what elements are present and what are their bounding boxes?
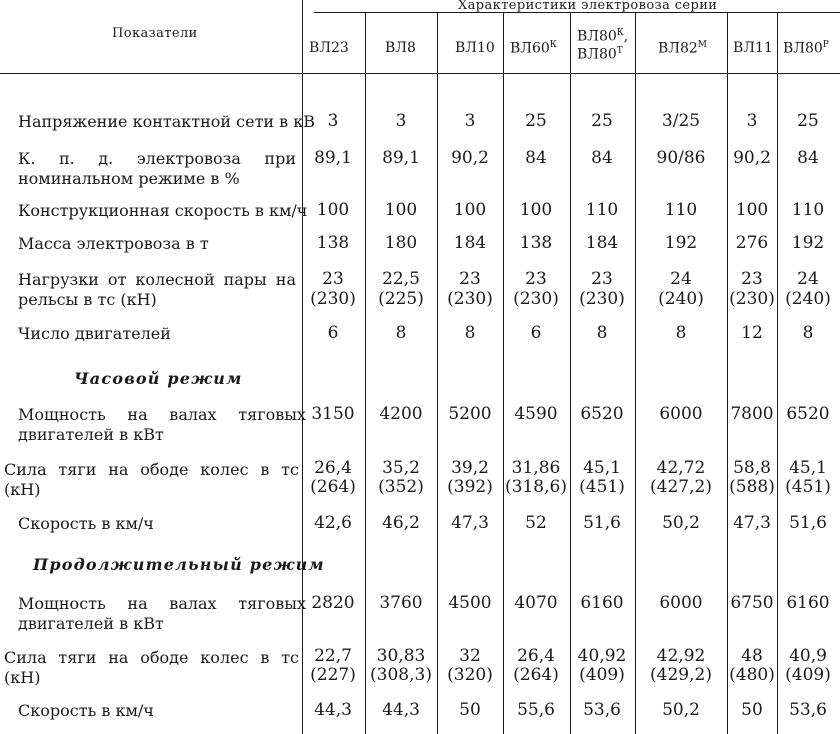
- cell-value: 8: [802, 323, 814, 343]
- cell-value: 44,3: [314, 700, 352, 720]
- cell-value: 4590: [514, 404, 558, 424]
- cell-value: 100: [453, 200, 487, 220]
- row-label-axle-load: Нагрузки от колесной пары на рельсы в тс (кН): [18, 270, 296, 309]
- cell-value: 51,6: [583, 513, 621, 533]
- cell-value: 26,4: [314, 458, 352, 478]
- cell-value: 6000: [659, 593, 703, 613]
- cell-value: 40,9: [789, 646, 827, 666]
- row-label-mass: Масса электровоза в т: [18, 234, 209, 253]
- cell-value-kn: (429,2): [650, 665, 712, 685]
- cell-value-kn: (451): [579, 477, 625, 497]
- cell-value: 192: [664, 233, 698, 253]
- cell-value: 42,72: [656, 458, 706, 478]
- cell-value: 100: [735, 200, 769, 220]
- cell-value-kn: (308,3): [370, 665, 432, 685]
- row-label-motors: Число двигателей: [18, 324, 171, 343]
- cell-value-kn: (392): [447, 477, 493, 497]
- cell-value: 4200: [379, 404, 423, 424]
- cell-value: 52: [525, 513, 547, 533]
- cell-value: 3: [464, 111, 476, 131]
- cell-value-kn: (427,2): [650, 477, 712, 497]
- cell-value: 100: [384, 200, 418, 220]
- cell-value: 47,3: [733, 513, 771, 533]
- cell-value: 24: [670, 269, 692, 289]
- cell-value: 89,1: [314, 148, 352, 168]
- cell-value: 2820: [311, 593, 355, 613]
- series-header-vl80r: $ВЛ80^Р$: [783, 40, 829, 57]
- cell-value: 84: [525, 148, 547, 168]
- cell-value-kn: (480): [729, 665, 775, 685]
- cell-value: 5200: [448, 404, 492, 424]
- cell-value: 23: [741, 269, 763, 289]
- cell-value: 3/25: [661, 111, 701, 131]
- cell-value: 25: [591, 111, 613, 131]
- cell-value: 51,6: [789, 513, 827, 533]
- section-continuous-title: Продолжительный режим: [33, 555, 325, 574]
- cell-value: 24: [797, 269, 819, 289]
- cell-value: 3: [327, 111, 339, 131]
- cell-value: 6750: [730, 593, 774, 613]
- cell-value-kn: (227): [310, 665, 356, 685]
- row-label-efficiency: К. п. д. электровоза при номинальном режиме в %: [18, 149, 296, 188]
- row-label-continuous-traction: Сила тяги на ободе колес в тс (кН): [4, 648, 299, 687]
- cell-value-kn: (230): [513, 289, 559, 309]
- cell-value: 39,2: [451, 458, 489, 478]
- cell-value: 23: [591, 269, 613, 289]
- series-header-vl8: ВЛ8: [385, 40, 416, 56]
- cell-value: 3: [395, 111, 407, 131]
- cell-value: 4070: [514, 593, 558, 613]
- cell-value: 84: [797, 148, 819, 168]
- cell-value: 6: [327, 323, 339, 343]
- cell-value: 12: [741, 323, 763, 343]
- cell-value: 6: [530, 323, 542, 343]
- cell-value-kn: (588): [729, 477, 775, 497]
- row-label-voltage: Напряжение контактной сети в кВ: [18, 112, 316, 131]
- cell-value: 48: [741, 646, 763, 666]
- cell-value-kn: (264): [310, 477, 356, 497]
- cell-value: 23: [322, 269, 344, 289]
- cell-value: 138: [519, 233, 553, 253]
- cell-value: 32: [459, 646, 481, 666]
- cell-value: 192: [791, 233, 825, 253]
- cell-value: 3: [746, 111, 758, 131]
- cell-value: 110: [664, 200, 698, 220]
- section-hourly-title: Часовой режим: [74, 369, 243, 388]
- cell-value-kn: (230): [447, 289, 493, 309]
- series-header-vl82m: $ВЛ82^М$: [658, 40, 708, 57]
- cell-value-kn: (230): [579, 289, 625, 309]
- cell-value: 6160: [786, 593, 830, 613]
- cell-value: 110: [585, 200, 619, 220]
- cell-value-kn: (225): [378, 289, 424, 309]
- series-header-vl80t: $ВЛ80^Т$: [577, 46, 623, 63]
- cell-value: 22,5: [382, 269, 420, 289]
- cell-value: 276: [735, 233, 769, 253]
- cell-value: 3760: [379, 593, 423, 613]
- cell-value: 3150: [311, 404, 355, 424]
- series-header-vl80k: $ВЛ80^К$,: [577, 28, 629, 45]
- series-header-vl60k: $ВЛ60^К$: [510, 40, 557, 57]
- cell-value: 184: [585, 233, 619, 253]
- cell-value: 100: [519, 200, 553, 220]
- cell-value-kn: (318,6): [505, 477, 567, 497]
- cell-value: 8: [464, 323, 476, 343]
- cell-value: 8: [395, 323, 407, 343]
- cell-value: 6000: [659, 404, 703, 424]
- series-header-vl10: ВЛ10: [455, 40, 495, 56]
- series-header-vl11: ВЛ11: [733, 40, 773, 56]
- cell-value-kn: (240): [785, 289, 831, 309]
- row-label-continuous-power: Мощность на валах тяговых двигателей в кВт: [18, 594, 306, 633]
- row-label-hourly-traction: Сила тяги на ободе колес в тс (кН): [4, 460, 299, 499]
- cell-value: 53,6: [583, 700, 621, 720]
- row-label-design-speed: Конструкционная скорость в км/ч: [18, 201, 308, 220]
- series-header-vl23: ВЛ23: [309, 40, 349, 56]
- cell-value-kn: (352): [378, 477, 424, 497]
- cell-value: 26,4: [517, 646, 555, 666]
- cell-value: 90,2: [451, 148, 489, 168]
- cell-value: 45,1: [583, 458, 621, 478]
- indicators-header: Показатели: [112, 26, 198, 41]
- cell-value: 8: [596, 323, 608, 343]
- cell-value: 55,6: [517, 700, 555, 720]
- cell-value-kn: (264): [513, 665, 559, 685]
- cell-value-kn: (230): [729, 289, 775, 309]
- cell-value: 6520: [786, 404, 830, 424]
- cell-value: 84: [591, 148, 613, 168]
- cell-value: 42,92: [656, 646, 706, 666]
- cell-value: 6520: [580, 404, 624, 424]
- cell-value: 138: [316, 233, 350, 253]
- cell-value-kn: (409): [579, 665, 625, 685]
- cell-value: 90,2: [733, 148, 771, 168]
- cell-value: 23: [459, 269, 481, 289]
- cell-value-kn: (409): [785, 665, 831, 685]
- cell-value: 50: [459, 700, 481, 720]
- cell-value: 50: [741, 700, 763, 720]
- cell-value: 53,6: [789, 700, 827, 720]
- cell-value: 40,92: [577, 646, 627, 666]
- header-bottom-rule: [0, 73, 840, 74]
- cell-value: 30,83: [376, 646, 426, 666]
- cell-value: 22,7: [314, 646, 352, 666]
- cell-value: 100: [316, 200, 350, 220]
- cell-value: 7800: [730, 404, 774, 424]
- cell-value: 180: [384, 233, 418, 253]
- cell-value: 46,2: [382, 513, 420, 533]
- cell-value: 8: [675, 323, 687, 343]
- row-label-hourly-speed: Скорость в км/ч: [18, 514, 154, 533]
- cell-value: 50,2: [662, 700, 700, 720]
- cell-value: 6160: [580, 593, 624, 613]
- cell-value-kn: (320): [447, 665, 493, 685]
- cell-value: 35,2: [382, 458, 420, 478]
- cell-value: 25: [797, 111, 819, 131]
- cell-value: 42,6: [314, 513, 352, 533]
- cell-value: 89,1: [382, 148, 420, 168]
- row-label-continuous-speed: Скорость в км/ч: [18, 701, 154, 720]
- cell-value-kn: (240): [658, 289, 704, 309]
- cell-value: 23: [525, 269, 547, 289]
- cell-value: 90/86: [656, 148, 706, 168]
- cell-value-kn: (230): [310, 289, 356, 309]
- cell-value: 31,86: [511, 458, 561, 478]
- cell-value: 44,3: [382, 700, 420, 720]
- row-label-hourly-power: Мощность на валах тяговых двигателей в кВт: [18, 405, 306, 444]
- cell-value: 50,2: [662, 513, 700, 533]
- cell-value: 184: [453, 233, 487, 253]
- cell-value: 47,3: [451, 513, 489, 533]
- cell-value-kn: (451): [785, 477, 831, 497]
- cell-value: 25: [525, 111, 547, 131]
- cell-value: 4500: [448, 593, 492, 613]
- characteristics-header: Характеристики электровоза серии: [458, 0, 718, 13]
- cell-value: 58,8: [733, 458, 771, 478]
- cell-value: 110: [791, 200, 825, 220]
- cell-value: 45,1: [789, 458, 827, 478]
